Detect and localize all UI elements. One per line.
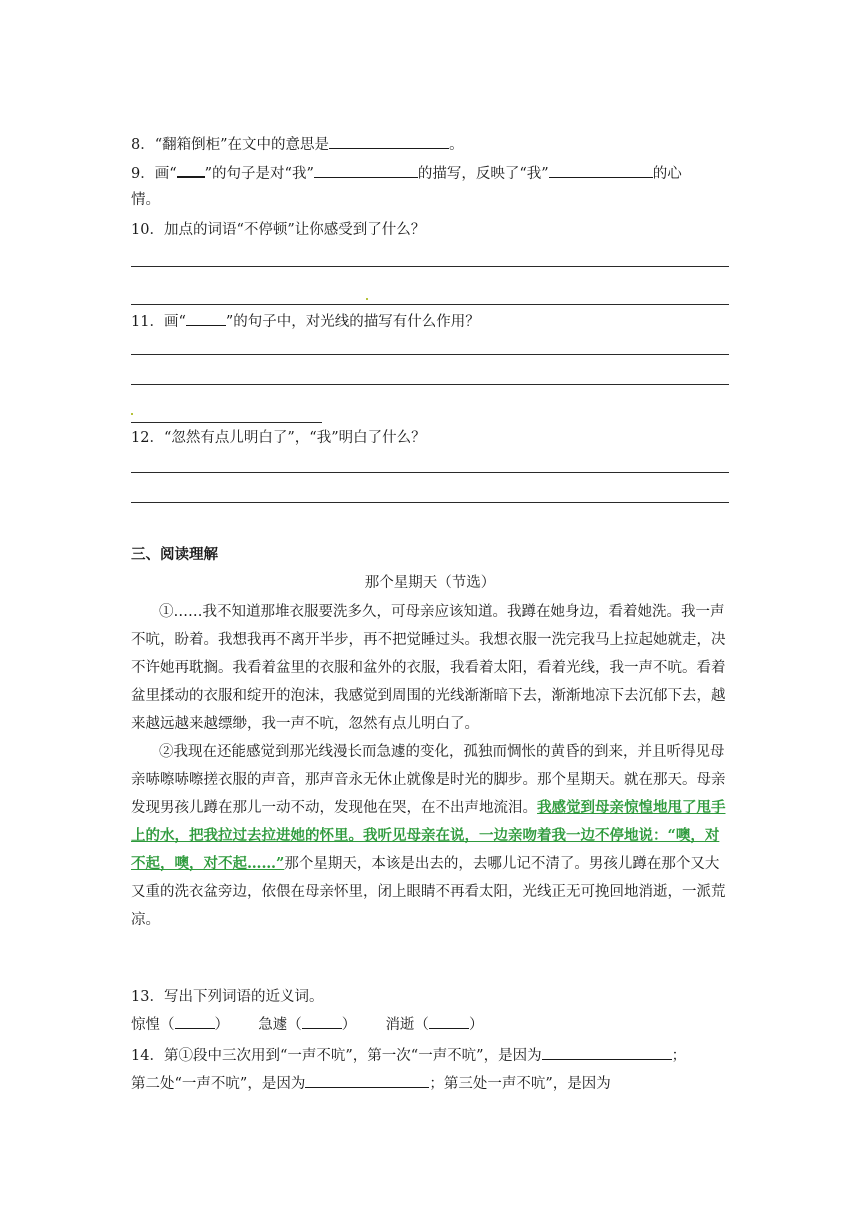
word-paren: ） bbox=[214, 1017, 229, 1033]
section-title: 三、阅读理解 bbox=[131, 546, 218, 563]
question-11-text-b: ”的句子中，对光线的描写有什么作用？ bbox=[225, 314, 480, 330]
question-9 bbox=[131, 162, 682, 184]
question-9-cont: 情。 bbox=[131, 192, 160, 208]
underline-sample bbox=[186, 311, 226, 326]
question-10: 10．加点的词语“不停顿”让你感受到了什么？ bbox=[131, 222, 426, 238]
answer-line[interactable] bbox=[131, 304, 729, 305]
paragraph-1-text: ①……我不知道那堆衣服要洗多久，可母亲应该知道。我蹲在她身边，看着她洗。我一声不吭，盼着。我想我再不离开半步，再不把觉睡过头。我想衣服一洗完我马上拉起她就走，决不许她再耽搁。我看着盆里的衣服和盆外的衣服，我看着太阳，看着光线，我一声不吭。看着盆里揉动的衣服和绽开的泡沫，我感觉到周围的光线渐渐暗下去，渐渐地凉下去沉郁下去，越来越远越来越缥缈，我一声不吭，忽然有点儿明白了。 bbox=[131, 604, 726, 732]
question-13: 13．写出下列词语的近义词。 bbox=[131, 989, 324, 1005]
answer-blank[interactable] bbox=[549, 163, 653, 178]
word-paren: ） bbox=[341, 1017, 357, 1033]
answer-blank[interactable] bbox=[542, 1045, 672, 1060]
paragraph-2-text-a: ②我现在还能感觉到那光线漫长而急遽的变化，孤独而惆怅的黄昏的到来，并且听得见母亲哧嚓哧嚓搓衣服的声音，那声音永无休止就像是时光的脚步。那个星期天。就在那天。母亲发现男孩儿蹲在那儿一动不动，发现他在哭，在不出声地流泪。 bbox=[131, 744, 726, 816]
word-paren: ） bbox=[468, 1017, 484, 1033]
question-11 bbox=[131, 311, 480, 332]
answer-blank[interactable] bbox=[305, 1073, 429, 1088]
answer-blank[interactable] bbox=[429, 1014, 469, 1029]
question-14-text-b: ； bbox=[671, 1048, 687, 1064]
word-label: 消逝（ bbox=[385, 1017, 429, 1033]
answer-line[interactable] bbox=[131, 502, 729, 503]
answer-line[interactable] bbox=[131, 354, 729, 355]
question-8-end: 。 bbox=[449, 137, 464, 153]
stray-mark bbox=[131, 413, 133, 415]
question-14-text-d: ；第三处一声不吭”，是因为 bbox=[429, 1076, 611, 1092]
question-9-text-a: 9．画“ bbox=[131, 166, 177, 182]
question-9-text-b: ”的句子是对“我” bbox=[204, 166, 314, 182]
answer-line[interactable] bbox=[131, 266, 729, 267]
passage-paragraph-1 bbox=[131, 598, 731, 738]
answer-line[interactable] bbox=[131, 384, 729, 385]
word-label: 急遽（ bbox=[258, 1017, 302, 1033]
question-14 bbox=[131, 1045, 686, 1066]
word-label: 惊惶（ bbox=[131, 1017, 175, 1033]
question-14-text-c: 第二处“一声不吭”，是因为 bbox=[131, 1076, 306, 1092]
answer-blank[interactable] bbox=[302, 1014, 342, 1029]
passage-paragraph-2 bbox=[131, 738, 731, 934]
answer-blank[interactable] bbox=[329, 134, 449, 149]
question-8-text: 8．“翻箱倒柜”在文中的意思是 bbox=[131, 137, 330, 153]
question-14-text-a: 14．第①段中三次用到“一声不吭”，第一次“一声不吭”，是因为 bbox=[131, 1048, 542, 1064]
question-12: 12．“忽然有点儿明白了”，“我”明白了什么？ bbox=[131, 430, 426, 446]
question-8 bbox=[131, 134, 464, 155]
highlighted-sentence: 我感觉到母亲惊惶地甩了甩手上的水，把我拉过去拉进她的怀里。我听见母亲在说，一边亲吻着我一边不停地说：“噢，对不起，噢，对不起……” bbox=[131, 799, 726, 872]
stray-mark bbox=[366, 298, 368, 300]
answer-blank[interactable] bbox=[175, 1014, 215, 1029]
passage-title: 那个星期天（节选） bbox=[364, 575, 496, 591]
answer-line[interactable] bbox=[131, 422, 322, 423]
question-9-text-d: 的心 bbox=[652, 166, 682, 182]
question-9-text-c: 的描写，反映了“我” bbox=[417, 166, 549, 182]
answer-blank[interactable] bbox=[314, 163, 418, 178]
answer-line[interactable] bbox=[131, 472, 729, 473]
question-13-words bbox=[131, 1014, 483, 1035]
question-14-line-2 bbox=[131, 1073, 611, 1094]
paragraph-2-text-b: 那个星期天，本该是出去的，去哪儿记不清了。男孩儿蹲在那个又大又重的洗衣盆旁边，依偎在母亲怀里，闭上眼睛不再看太阳，光线正无可挽回地消逝，一派荒凉。 bbox=[131, 856, 726, 928]
underline-sample bbox=[177, 162, 205, 178]
question-11-text-a: 11．画“ bbox=[131, 314, 186, 330]
